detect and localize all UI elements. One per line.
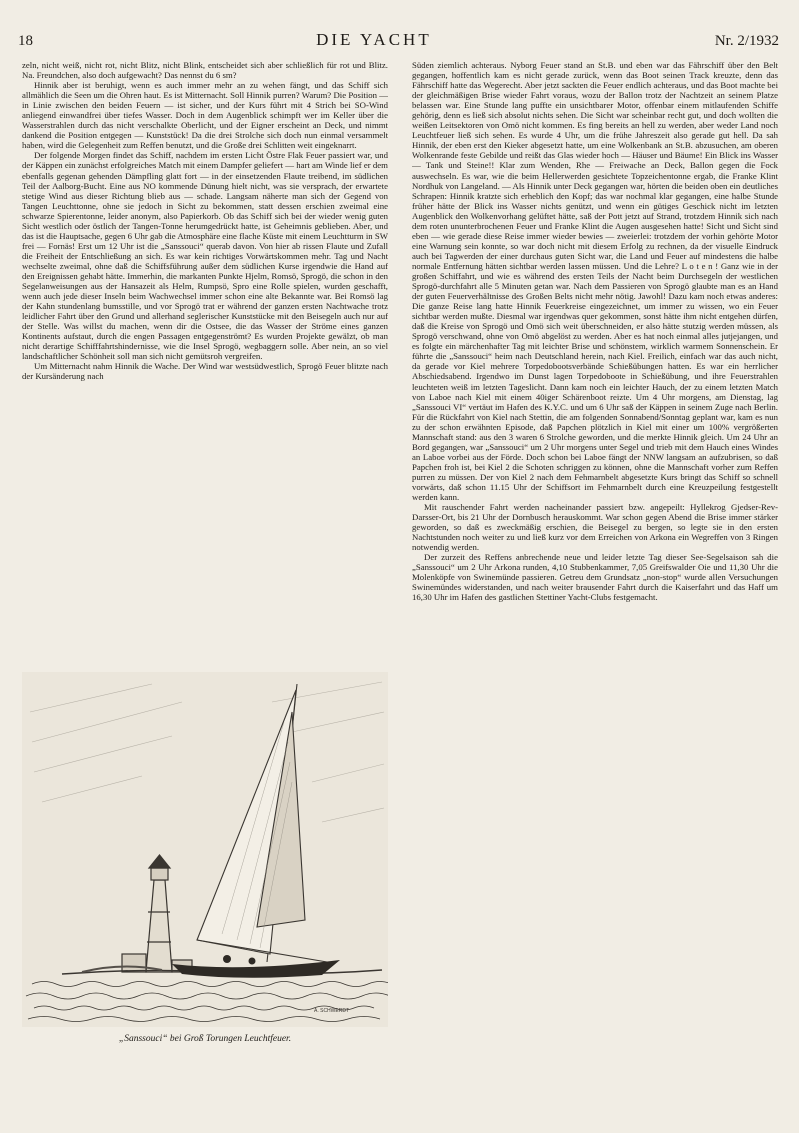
running-title: DIE YACHT	[316, 30, 432, 49]
artist-signature: A. SCHWERDT	[314, 1008, 349, 1014]
figure-caption: „Sanssouci“ bei Groß Torungen Leuchtfeuer.	[118, 1034, 292, 1044]
paragraph: Der zurzeit des Reffens anbrechende neue und leider letzte Tag dieser See-Segelsaison sah die „Sanssouci“ um 2 Uhr Arkona runden, 4,10 Stubbenkammer, 7,05 Greifswalder Oie und 11,30 Uhr die Molenköpfe von Swinemünde passieren. Getreu dem Grundsatz „non-stop“ wurde allen Versuchungen Swinemündes widerstanden, und nach weiter brausender Fahrt durch die Kaiserfahrt und das Haff um 16,30 Uhr im Hafen des gastlichen Stettiner Yacht-Clubs festgemacht.	[412, 552, 778, 603]
paragraph: Der folgende Morgen findet das Schiff, nachdem im ersten Licht Östre Flak Feuer passiert war, und der Käppen ein zunächst erfolgreiches Match mit einem Dampfer geliefert — hart am Winde lief er dem ebenfalls gegenan gehenden Dämpfling glatt fort — in der einsetzenden Flaute treibend, im südlichen Teil der Aalborg-Bucht. Eine aus NO kommende Dünung hielt nicht, was sie versprach, der erwartete stetige Wind aus dieser Richtung blieb aus — schade. Langsam näherte man sich der Gegend von Tangen Leuchttonne, ohne sie jedoch in Sicht zu bekommen, statt dessen erschien zweimal eine schwarze Spierentonne, leider anonym, also Papierkorb. Ob das Schiff sich bei der wieder wenig guten Sicht westlich oder östlich der Tangen-Tonne herumgedrückt hatte, ist Geheimnis geblieben. Aber, und das ist die Hauptsache, gegen 6 Uhr gab die Atmosphäre eine flache Küste mit einem Leuchtturm in SW frei — Fornäs! Erst um 12 Uhr ist die „Sanssouci“ querab davon. Von hier ab rissen Flaute und Zufall die Freiheit der Entschließung an sich. Es war kein richtiges Vorwärtskommen mehr. Tag und Nacht wechselte zweimal, ohne daß die Schiffsführung außer dem südlichen Kurse irgendwie die Hand auf den Ereignissen gehabt hätte. Immerhin, die markanten Punkte Hjelm, Romsö, Sprogö, die schon in den Segelanweisungen aus der Hansazeit als Helm, Rumpsö, Spro eine Rolle spielen, wurden geschafft, wenn auch jede dieser Inseln beim Wachwechsel immer schon eine alte Bekannte war. Bei Romsö lag der Kahn stundenlang bumsstille, und vor Sprogö trat er während der ganzen ersten Nachtwache trotz leidlicher Fahrt über den Grund und allerhand seglerischer Kunststücke mit den Beisegeln auch nur auf der Stelle. Was willst du machen, wenn dir die Ostsee, die das Wasser der Ströme eines ganzen Kontinents aufstaut, durch die engen Passagen entgegenströmt? Es wurden Projekte gewälzt, ob man nicht derartige Schifffahrtshindernisse, wie die Insel Sprogö, wegbaggern solle. Aber nein, an so viel landschaftlicher Schönheit soll man sich nicht gemütsroh vergreifen.	[22, 150, 388, 362]
paragraph: Süden ziemlich achteraus. Nyborg Feuer stand an St.B. und eben war das Fährschiff über den Belt gegangen, hoffentlich kam es nicht gerade zurück, wenn das Boot seinen Track kreuzte, denn das Fährschiff hatte das Wegerecht. Aber jetzt sackten die Feuer endlich achteraus, und das Boot machte bei der gleichmäßigen Brise wieder Fahrt voraus, wozu der Ballon trotz der Nachtzeit an seinem Platze belassen war. Eine Stunde lang puffte ein unsichtbarer Motor, offenbar einem mitlaufenden Schiffe gehörig, denn es ließ sich absolut nichts sehen. Die Sicht war scheinbar recht gut, und doch wollten die weißen Leitsektoren von Omö nicht kommen. Es fing bereits an hell zu werden, aber weder Land noch Leuchtfeuer ließ sich sehen. Es wurde 4 Uhr, um die frühe Jahreszeit also gerade gut hell. Da sah Hinnik, der eben erst den Kieker abgesetzt hatte, um eine Wolkenbank an St.B. abzusuchen, am oberen Wolkenrande feste Gebilde und reißt das Glas wieder hoch — Häuser und Bäume! Ein Blick ins Wasser — Tank und Steine!! Klar zum Wenden, Rhe — Freiwache an Deck, Ballon gegen die Fock auswechseln. Es war, wie die beim Hellerwerden gesichtete Topzeichentonne ergab, die Franke Klint Nordhuk von Langeland. — Als Hinnik unter Deck gegangen war, hörten die beiden oben ein deutliches Schrapen: Hinnik kratzte sich erheblich den Kopf; das war nochmal klar gegangen, eine halbe Stunde früher hätte der Blick ins Wasser nichts genützt, und wenn ein gütiges Geschick nicht im letzten Augenblick den Wolkenvorhang gelüftet hätte, saß der Pott jetzt auf Strand, trotzdem Hinnik sich nach dem roten ununterbrochenen Feuer und Franke Klint die Augen ausgesehen hatte! Sicht und Sicht sind eben — wie gerade diese Reise immer wieder bewies — zweierlei: trotzdem der vorhin gehörte Motor eine Warnung sein konnte, so war doch nicht mit diesem Erfolg zu rechnen, da der visuelle Eindruck auch bei Tagwerden der einer durchaus guten Sicht war, die Land und Feuer auf mindestens die halbe normale Entfernung hätten sichtbar werden lassen müssen. Und die Lehre? L o t e n ! Ganz wie in der großen Schiffahrt, und wie es während des ersten Teils der Nacht beim Durchsegeln der westlichen Sprogö-durchfahrt alle 5 Minuten getan war. Nach dem Passieren von Sprogö glaubte man es an Hand der guten Feuerverhältnisse des Großen Belts nicht mehr nötig. Jawohl! Dazu kam noch etwas anderes: Die ganze Reise lang hatte Hinnik Feuerkreise eingezeichnet, um immer zu wissen, wo ein Feuer sichtbar werden mußte. Diesmal war irgendwas quer gekommen, sonst hätte ihm nicht entgehen dürfen, daß die Kreise von Sprogö und Omö sich weit überschneiden, er also hätte stutzig werden müssen, als Sprogö verschwand, ohne von Omö abgelöst zu werden. Aber es hat noch einmal alles jutjejangen, und es folgte ein märchenhafter Tag mit leichter Brise und schönstem, wirklich warmem Sonnenschein. Er führte die „Sanssouci“ heim nach Deutschland herein, nach Kiel. Freilich, einfach war das auch nicht, da gerade vor Kiel mehrere Torpedobootsverbände Schießübungen hatten. Es war ein herrlicher Abschiedsabend. Irgendwo im Dunst lagen Torpedoboote in Schießübung, und ihre Feuerstrahlen leuchteten weiß im letzten Tageslicht. Dann kam noch ein leichter Hauch, der zu einem letzten Match von Laboe nach Kiel mit einem 40iger Schärenboot reizte. Um 4 Uhr morgens, am Dienstag, lag „Sanssouci VI“ vertäut im Hafen des K.Y.C. und um 6 Uhr saß der Käppen in seinem Zuge nach Berlin. Für die Rückfahrt von Kiel nach Stettin, die am folgenden Sonnabend/Sonntag geplant war, kam es nun zu der schon erwähnten Episode, daß Papchen plötzlich in Kiel mit einer um 100% vergrößerten Mannschaft stand: aus den 3 waren 6 Strolche geworden, und die merkte Hinnik gleich. Um 24 Uhr an Bord gegangen, war „Sanssouci“ um 2 Uhr morgens unter Segel und trieb mit dem Hauch eines Windes an Laboe vorbei aus der Förde. Doch schon bei Laboe fängt der NNW langsam an aufzubrisen, so daß Papchen froh ist, bei Kiel 2 die Schoten schriggen zu können, ohne die Mannschaft vorher zum Reffen purren zu müssen. Der von Kiel 2 nach dem Fehmarnbelt abgesetzte Kurs bringt das Schiff so schnell vorwärts, daß schon 11.15 Uhr der Schiffsort im Fehmarnbelt durch eine Kreuzpeilung festgestellt werden kann.	[412, 60, 778, 503]
paragraph: zeln, nicht weiß, nicht rot, nicht Blitz, nicht Blink, entscheidet sich aber schließlich für rot und Blitz. Na. Freundchen, also doch aufgewacht? Das nennst du 6 sm?	[22, 60, 388, 81]
sailboat-illustration	[22, 672, 388, 1027]
left-column	[22, 60, 388, 665]
page-header	[18, 30, 779, 52]
issue-number: Nr. 2/1932	[714, 33, 779, 49]
sailboat-drawing	[22, 672, 388, 1027]
right-column	[412, 60, 778, 1020]
paragraph: Hinnik aber ist beruhigt, wenn es auch immer mehr an zu wehen fängt, und das Schiff sich allmählich die Seen um die Ohren haut. Es ist Mitternacht. Soll Hinnik purren? Warum? Die Position — in Linie zwischen den beiden Feuern — ist sicher, und der Kurs führt mit 4 Strich bei SO-Wind anliegend einwandfrei über tiefes Wasser. Doch in dem Augenblick schimpft wer im Keller über die Wasserstrahlen durch das nicht verschalkte Oberlicht, und der Eigner erscheint an Deck, und nimmt dankend die Position entgegen — Kunststück! Da die drei Strolche sich doch nun einmal versammelt haben, wird die Gelegenheit zum Reffen benutzt, und die Große drei Schlitten weit eingeknarrt.	[22, 80, 388, 151]
paragraph: Um Mitternacht nahm Hinnik die Wache. Der Wind war westsüdwestlich, Sprogö Feuer blitzte nach der Kursänderung nach	[22, 361, 388, 382]
page-number: 18	[18, 33, 33, 49]
paragraph: Mit rauschender Fahrt werden nacheinander passiert bzw. angepeilt: Hyllekrog Gjedser-Rev-Darsser-Ort, bis 21 Uhr der Dornbusch herauskommt. War schon gegen Abend die Brise immer stärker geworden, so daß es zweckmäßig erschien, die Beisegel zu bergen, so legte sie in den ersten Nachtstunden noch weiter zu und ließ kurz vor dem Erreichen von Arkona ein Wegreffen von 3 Ringen notwendig werden.	[412, 502, 778, 553]
